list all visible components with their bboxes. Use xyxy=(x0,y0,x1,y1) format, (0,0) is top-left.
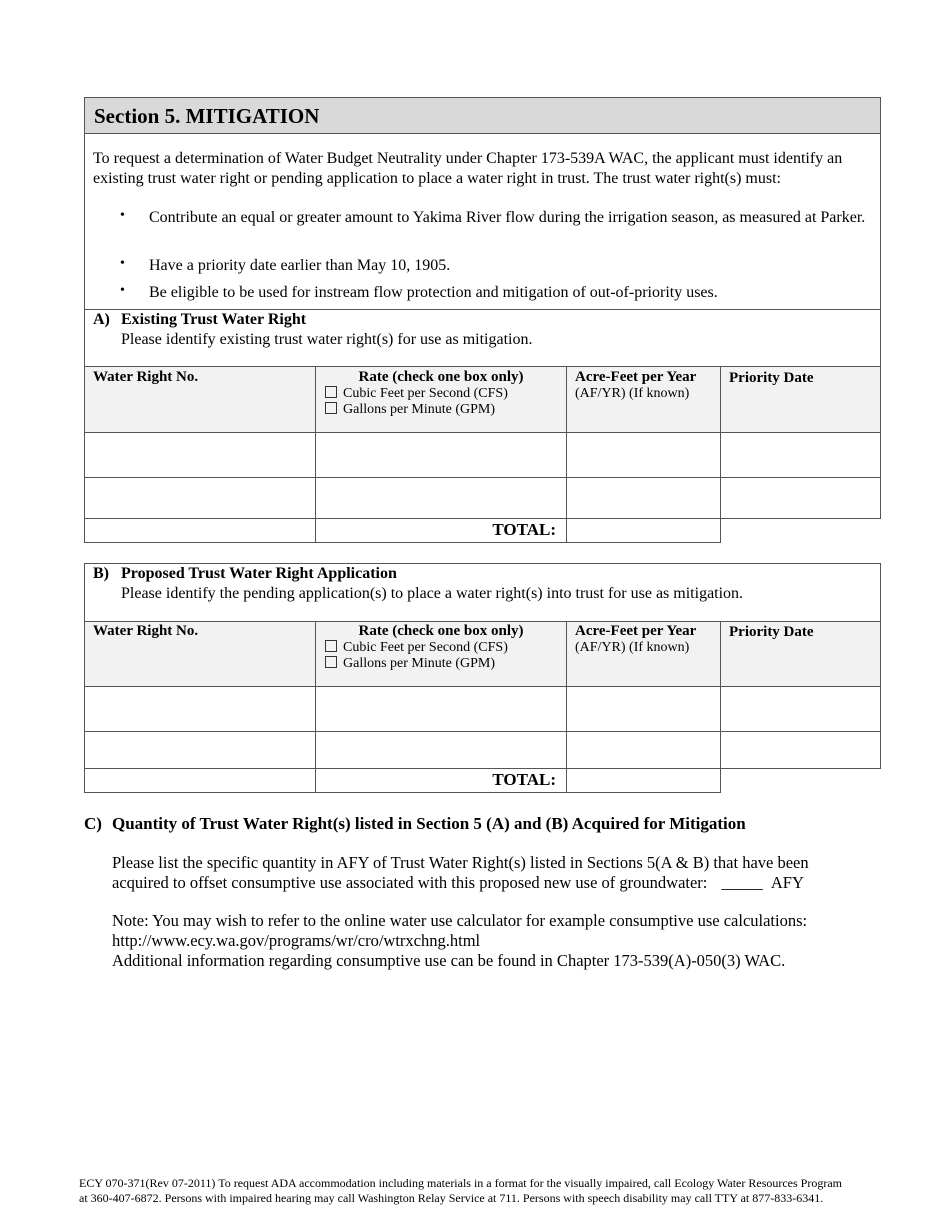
section-header xyxy=(84,97,881,134)
intro-text: To request a determination of Water Budget Neutrality under Chapter 173-539A WAC, the applicant must identify an existing trust water right or pending application to place a water right in trust. The trust water right(s) must: xyxy=(93,150,843,187)
bullet-marker-2: • xyxy=(120,256,125,271)
table-a-row1-acre-feet[interactable] xyxy=(566,432,721,478)
bullet-item-3: Be eligible to be used for instream flow protection and mitigation of out-of-priority uses. xyxy=(149,284,718,301)
col-acre-feet-label: Acre-Feet per Year xyxy=(575,623,697,639)
bullet-item-1: Contribute an equal or greater amount to Yakima River flow during the irrigation season, as measured at Parker. xyxy=(149,209,866,226)
part-c-title: Quantity of Trust Water Right(s) listed in Section 5 (A) and (B) Acquired for Mitigation xyxy=(112,814,746,833)
table-b-total-blank xyxy=(84,768,316,793)
rate-gpm-option[interactable] xyxy=(325,656,495,672)
col-water-right-label: Water Right No. xyxy=(93,623,199,639)
rate-gpm-label: Gallons per Minute (GPM) xyxy=(343,402,496,417)
table-b-row2-rate[interactable] xyxy=(315,731,567,769)
bullet-marker-1: • xyxy=(120,208,125,223)
afy-input[interactable]: _____ xyxy=(721,873,763,892)
part-c-line2-text: acquired to offset consumptive use associated with this proposed new use of groundwater: xyxy=(112,873,708,892)
table-a-row1-priority[interactable] xyxy=(720,432,881,478)
table-b-row2-acre-feet[interactable] xyxy=(566,731,721,769)
table-b-row1-water-right[interactable] xyxy=(84,686,316,732)
rate-gpm-checkbox[interactable] xyxy=(325,402,337,414)
part-a-instruction: Please identify existing trust water right(s) for use as mitigation. xyxy=(121,331,533,348)
rate-cfs-label: Cubic Feet per Second (CFS) xyxy=(343,386,508,401)
bullet-item-2: Have a priority date earlier than May 10, 1905. xyxy=(149,257,451,274)
table-a-row1-water-right[interactable] xyxy=(84,432,316,478)
part-b-title: Proposed Trust Water Right Application xyxy=(121,565,397,582)
table-b-row1-acre-feet[interactable] xyxy=(566,686,721,732)
table-a-header-acre-feet xyxy=(566,366,721,433)
col-acre-feet-sublabel: (AF/YR) (If known) xyxy=(575,386,690,401)
table-a-row2-rate[interactable] xyxy=(315,477,567,519)
table-b-row2-priority[interactable] xyxy=(720,731,881,769)
part-c-line2 xyxy=(112,873,804,893)
table-b-row2-water-right[interactable] xyxy=(84,731,316,769)
part-a-letter: A) xyxy=(93,311,110,328)
footer-line2: at 360-407-6872. Persons with impaired hearing may call Washington Relay Service at 711. Persons with speech disability may call TTY at 877-833-6341. xyxy=(79,1191,824,1205)
table-a-total-blank xyxy=(84,518,316,543)
table-a-row2-priority[interactable] xyxy=(720,477,881,519)
part-b-letter: B) xyxy=(93,565,109,582)
col-priority-label: Priority Date xyxy=(729,370,814,386)
table-b-total-label-cell xyxy=(315,768,567,793)
table-a-row2-water-right[interactable] xyxy=(84,477,316,519)
col-rate-label: Rate (check one box only) xyxy=(358,623,524,639)
table-b-header-water-right xyxy=(84,621,316,687)
rate-cfs-label: Cubic Feet per Second (CFS) xyxy=(343,640,508,655)
col-priority-label: Priority Date xyxy=(729,624,814,640)
table-b-total-value[interactable] xyxy=(566,768,721,793)
table-a-header-priority xyxy=(720,366,881,433)
rate-cfs-option[interactable] xyxy=(325,386,508,402)
part-c-line1: Please list the specific quantity in AFY of Trust Water Right(s) listed in Sections 5(A & B) that have been xyxy=(112,853,809,872)
table-a-header-water-right xyxy=(84,366,316,433)
table-a-total-label: TOTAL: xyxy=(492,520,556,539)
col-water-right-label: Water Right No. xyxy=(93,369,199,385)
table-b-header-rate xyxy=(315,621,567,687)
note-line1: Note: You may wish to refer to the online water use calculator for example consumptive use calculations: xyxy=(112,911,808,930)
section-title: Section 5. MITIGATION xyxy=(94,104,320,128)
table-b-header-acre-feet xyxy=(566,621,721,687)
part-a-title: Existing Trust Water Right xyxy=(121,311,307,328)
table-b-row1-priority[interactable] xyxy=(720,686,881,732)
col-acre-feet-sublabel: (AF/YR) (If known) xyxy=(575,640,690,655)
table-a-row1-rate[interactable] xyxy=(315,432,567,478)
rate-cfs-checkbox[interactable] xyxy=(325,386,337,398)
rate-gpm-checkbox[interactable] xyxy=(325,656,337,668)
table-a-row2-acre-feet[interactable] xyxy=(566,477,721,519)
part-b-instruction: Please identify the pending application(s) to place a water right(s) into trust for use as mitigation. xyxy=(121,585,744,602)
col-rate-label: Rate (check one box only) xyxy=(358,369,524,385)
table-a-total-label-cell xyxy=(315,518,567,543)
table-b-row1-rate[interactable] xyxy=(315,686,567,732)
part-c-letter: C) xyxy=(84,814,102,833)
rate-gpm-label: Gallons per Minute (GPM) xyxy=(343,656,496,671)
note-url-link[interactable]: http://www.ecy.wa.gov/programs/wr/cro/wtrxchng.html xyxy=(112,931,481,950)
bullet-marker-3: • xyxy=(120,283,125,298)
table-a-header-rate xyxy=(315,366,567,433)
afy-unit: AFY xyxy=(770,873,804,892)
rate-cfs-option[interactable] xyxy=(325,640,508,656)
footer-line1: ECY 070-371(Rev 07-2011) To request ADA accommodation including materials in a format for the visually impaired, call Ecology Water Resources Program xyxy=(79,1176,843,1190)
footer xyxy=(79,1176,879,1206)
note-line3: Additional information regarding consumptive use can be found in Chapter 173-539(A)-050(3) WAC. xyxy=(112,951,786,970)
table-b-header-priority xyxy=(720,621,881,687)
rate-cfs-checkbox[interactable] xyxy=(325,640,337,652)
table-a-total-value[interactable] xyxy=(566,518,721,543)
rate-gpm-option[interactable] xyxy=(325,402,495,418)
col-acre-feet-label: Acre-Feet per Year xyxy=(575,369,697,385)
table-b-total-label: TOTAL: xyxy=(492,770,556,789)
